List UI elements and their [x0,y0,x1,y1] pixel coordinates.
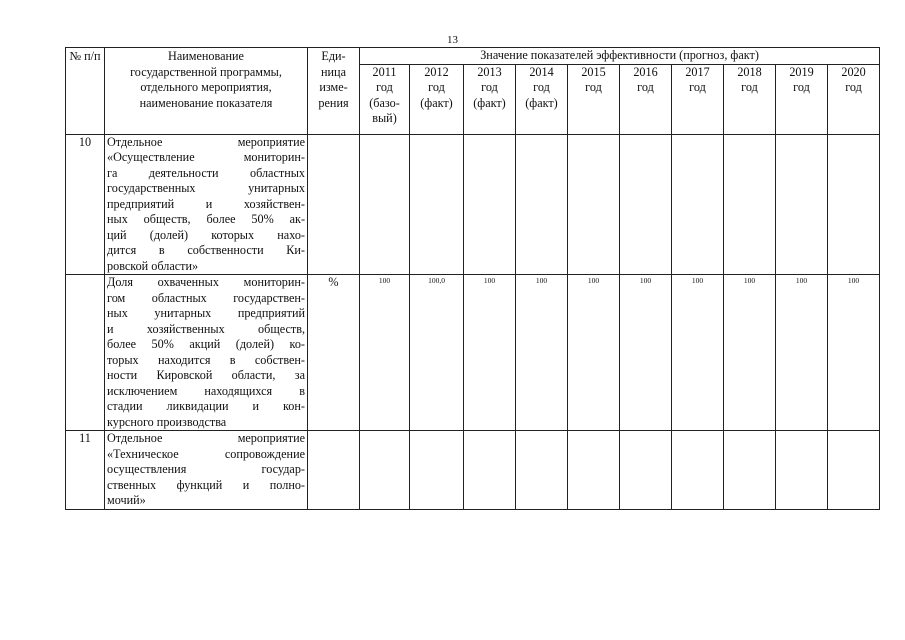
row-value-2013 [464,431,516,510]
header-year-sub: год [741,80,758,94]
description-line: и хозяйственных обществ, [107,321,305,336]
row-unit [308,431,360,510]
description-line: ности Кировской области, за [107,368,305,382]
header-year-label: 2016 [633,64,658,79]
header-year-sub: (базо- [369,95,400,110]
description-line: ственных функций и полно- [107,477,305,492]
description-line: ных обществ, более 50% ак- [107,212,305,226]
row-value-2020 [828,431,880,510]
header-year-sub: год [585,80,602,94]
header-year-label: 2019 [789,64,814,79]
page-number: 13 [447,34,458,46]
header-year-label: 2017 [685,64,710,79]
row-value-2016 [620,431,672,510]
row-value-2016 [620,134,672,275]
row-value-2015 [568,134,620,275]
row-unit: % [308,275,360,431]
row-number: 10 [66,134,105,275]
description-line: ных унитарных предприятий [107,306,305,320]
header-year-sub: (факт) [473,95,506,110]
header-year-2018 [724,64,776,134]
header-year-sub: год [689,80,706,94]
header-num: № п/п [66,48,105,135]
header-row-top [66,48,880,65]
header-year-label: 2018 [737,64,762,79]
row-value-2016: 100 [620,275,672,431]
header-year-label: 2015 [581,64,606,79]
header-values-group: Значение показателей эффективности (прогноз, факт) [360,48,880,65]
header-year-2016 [620,64,672,134]
description-line: торых находится в собствен- [107,352,305,367]
header-year-sub: вый) [372,111,397,125]
row-description [105,275,308,431]
header-year-2011 [360,64,410,134]
row-value-2019 [776,134,828,275]
description-line: предприятий и хозяйствен- [107,196,305,211]
row-value-2015: 100 [568,275,620,431]
description-line: Отдельное мероприятие [107,431,305,445]
header-unit-line: изме- [319,80,348,94]
indicators-table [65,47,880,510]
header-unit-line: ница [321,64,346,79]
row-value-2017 [672,431,724,510]
description-line: га деятельности областных [107,165,305,180]
row-value-2014 [516,431,568,510]
row-description [105,134,308,275]
header-name-line: наименование показателя [139,95,273,110]
row-value-2012: 100,0 [410,275,464,431]
header-year-2012 [410,64,464,134]
description-line: осуществления государ- [107,462,305,476]
header-year-sub: год [793,80,810,94]
row-value-2020: 100 [828,275,880,431]
row-value-2011 [360,431,410,510]
header-year-label: 2014 [529,64,554,79]
header-year-label: 2020 [841,64,866,79]
header-year-2013 [464,64,516,134]
header-name-line: отдельного мероприятия, [140,80,272,94]
description-line: стадии ликвидации и кон- [107,399,305,413]
description-line: более 50% акций (долей) ко- [107,337,305,351]
row-value-2011: 100 [360,275,410,431]
description-line: мочий» [107,493,146,507]
table-row [66,431,880,510]
row-value-2018 [724,431,776,510]
table-body [66,134,880,509]
description-line: Доля охваченных мониторин- [107,275,305,289]
description-line: государственных унитарных [107,181,305,195]
row-value-2018: 100 [724,275,776,431]
row-unit [308,134,360,275]
description-line: ций (долей) которых нахо- [107,227,305,242]
header-year-sub: год [637,80,654,94]
header-year-2015 [568,64,620,134]
row-number [66,275,105,431]
description-line: «Осуществление мониторин- [107,150,305,164]
row-value-2012 [410,431,464,510]
row-value-2015 [568,431,620,510]
header-year-2019 [776,64,828,134]
header-year-sub: год [428,80,445,94]
table-header [66,48,880,135]
row-value-2012 [410,134,464,275]
header-unit-line: Еди- [321,49,346,63]
header-year-label: 2011 [372,64,397,79]
row-value-2018 [724,134,776,275]
row-value-2013 [464,134,516,275]
header-year-sub: год [533,80,550,94]
header-year-sub: год [845,80,862,94]
row-value-2019 [776,431,828,510]
row-value-2017 [672,134,724,275]
header-unit [308,48,360,135]
header-name-line: Наименование [168,49,244,63]
row-value-2014 [516,134,568,275]
header-year-2020 [828,64,880,134]
description-line: исключением находящихся в [107,383,305,398]
row-value-2017: 100 [672,275,724,431]
row-value-2020 [828,134,880,275]
description-line: ровской области» [107,258,199,273]
header-year-sub: год [376,80,393,94]
header-year-label: 2013 [477,64,502,79]
description-line: курсного производства [107,414,227,429]
header-year-label: 2012 [424,64,449,79]
row-number: 11 [66,431,105,510]
header-name [105,48,308,135]
row-value-2019: 100 [776,275,828,431]
description-line: гом областных государствен- [107,290,305,305]
description-line: «Техническое сопровождение [107,446,305,461]
description-line: дится в собственности Ки- [107,243,305,257]
row-description [105,431,308,510]
header-year-sub: (факт) [420,95,453,110]
table-row [66,134,880,275]
header-name-line: государственной программы, [130,64,282,79]
row-value-2011 [360,134,410,275]
header-year-2014 [516,64,568,134]
header-year-sub: (факт) [525,95,558,110]
table-row [66,275,880,431]
row-value-2014: 100 [516,275,568,431]
header-year-sub: год [481,80,498,94]
row-value-2013: 100 [464,275,516,431]
header-year-2017 [672,64,724,134]
description-line: Отдельное мероприятие [107,134,305,149]
header-unit-line: рения [318,95,349,110]
